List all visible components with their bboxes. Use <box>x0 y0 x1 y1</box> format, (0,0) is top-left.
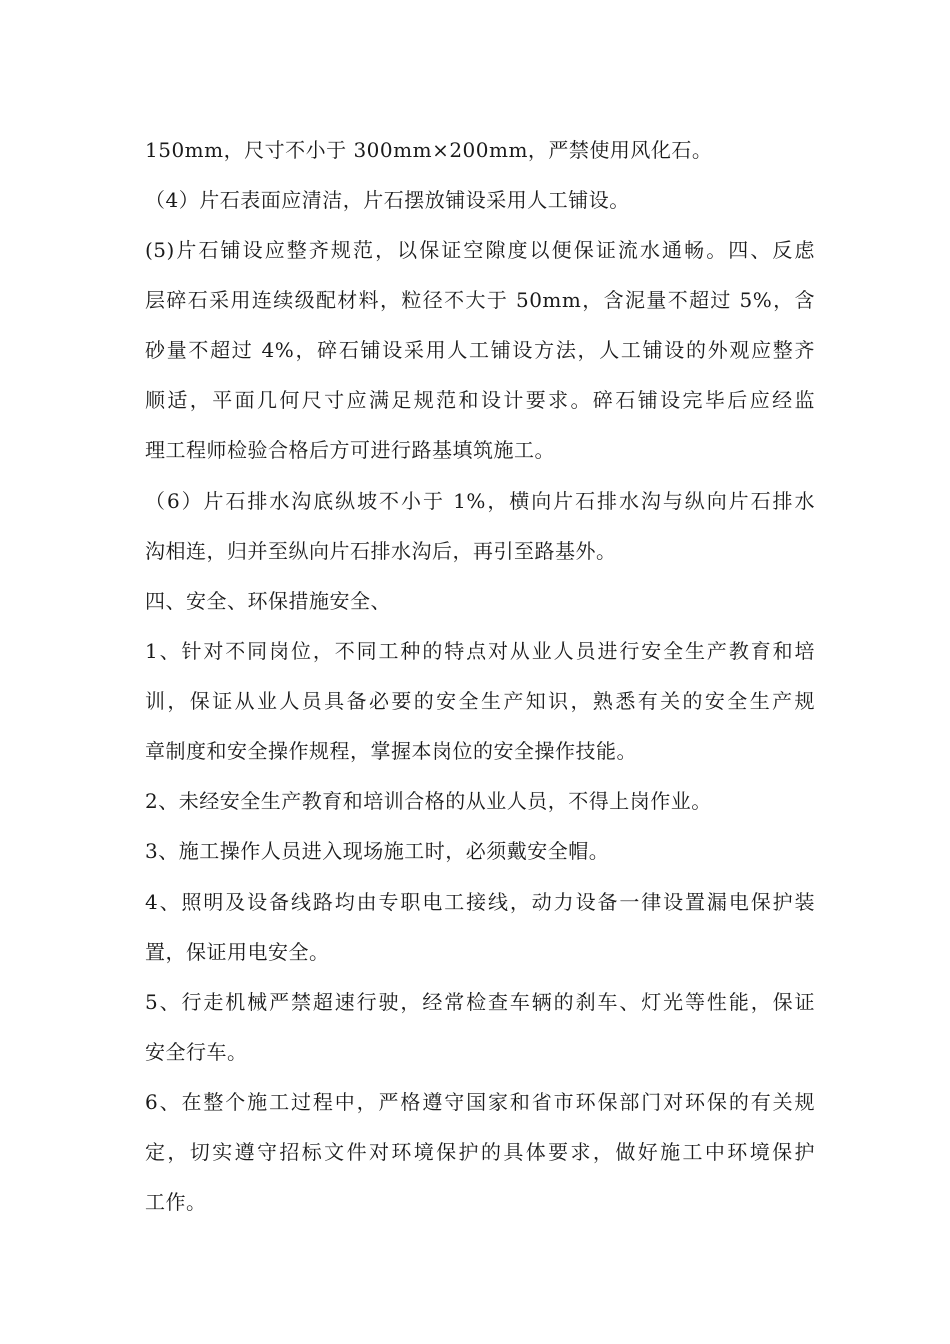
text-line: 5、行走机械严禁超速行驶，经常检查车辆的刹车、灯光等性能，保证 <box>145 990 815 1014</box>
text-line: 理工程师检验合格后方可进行路基填筑施工。 <box>145 438 555 462</box>
text-line: 训，保证从业人员具备必要的安全生产知识，熟悉有关的安全生产规 <box>145 689 815 713</box>
text-line: 6、在整个施工过程中，严格遵守国家和省市环保部门对环保的有关规 <box>145 1090 815 1114</box>
text-line: （6）片石排水沟底纵坡不小于 1%，横向片石排水沟与纵向片石排水 <box>145 489 815 513</box>
text-line: 章制度和安全操作规程，掌握本岗位的安全操作技能。 <box>145 739 637 763</box>
text-line: 定，切实遵守招标文件对环境保护的具体要求，做好施工中环境保护 <box>145 1140 815 1164</box>
text-line: 工作。 <box>145 1190 207 1214</box>
text-line: 4、照明及设备线路均由专职电工接线，动力设备一律设置漏电保护装 <box>145 890 815 914</box>
text-line: 3、施工操作人员进入现场施工时，必须戴安全帽。 <box>145 839 610 863</box>
text-line: 沟相连，归并至纵向片石排水沟后，再引至路基外。 <box>145 539 617 563</box>
text-line: 置，保证用电安全。 <box>145 940 330 964</box>
text-line: 安全行车。 <box>145 1040 248 1064</box>
section-heading: 四、安全、环保措施安全、 <box>145 589 391 613</box>
text-line: 1、针对不同岗位，不同工种的特点对从业人员进行安全生产教育和培 <box>145 639 815 663</box>
text-line: 砂量不超过 4%，碎石铺设采用人工铺设方法，人工铺设的外观应整齐 <box>145 338 815 362</box>
text-line: 顺适，平面几何尺寸应满足规范和设计要求。碎石铺设完毕后应经监 <box>145 388 815 412</box>
text-line: 150mm，尺寸不小于 300mm×200mm，严禁使用风化石。 <box>145 138 713 162</box>
text-line: 层碎石采用连续级配材料，粒径不大于 50mm，含泥量不超过 5%，含 <box>145 288 815 312</box>
text-line: (5)片石铺设应整齐规范，以保证空隙度以便保证流水通畅。四、反虑 <box>145 238 815 262</box>
text-line: （4）片石表面应清洁，片石摆放铺设采用人工铺设。 <box>145 188 630 212</box>
text-line: 2、未经安全生产教育和培训合格的从业人员，不得上岗作业。 <box>145 789 712 813</box>
